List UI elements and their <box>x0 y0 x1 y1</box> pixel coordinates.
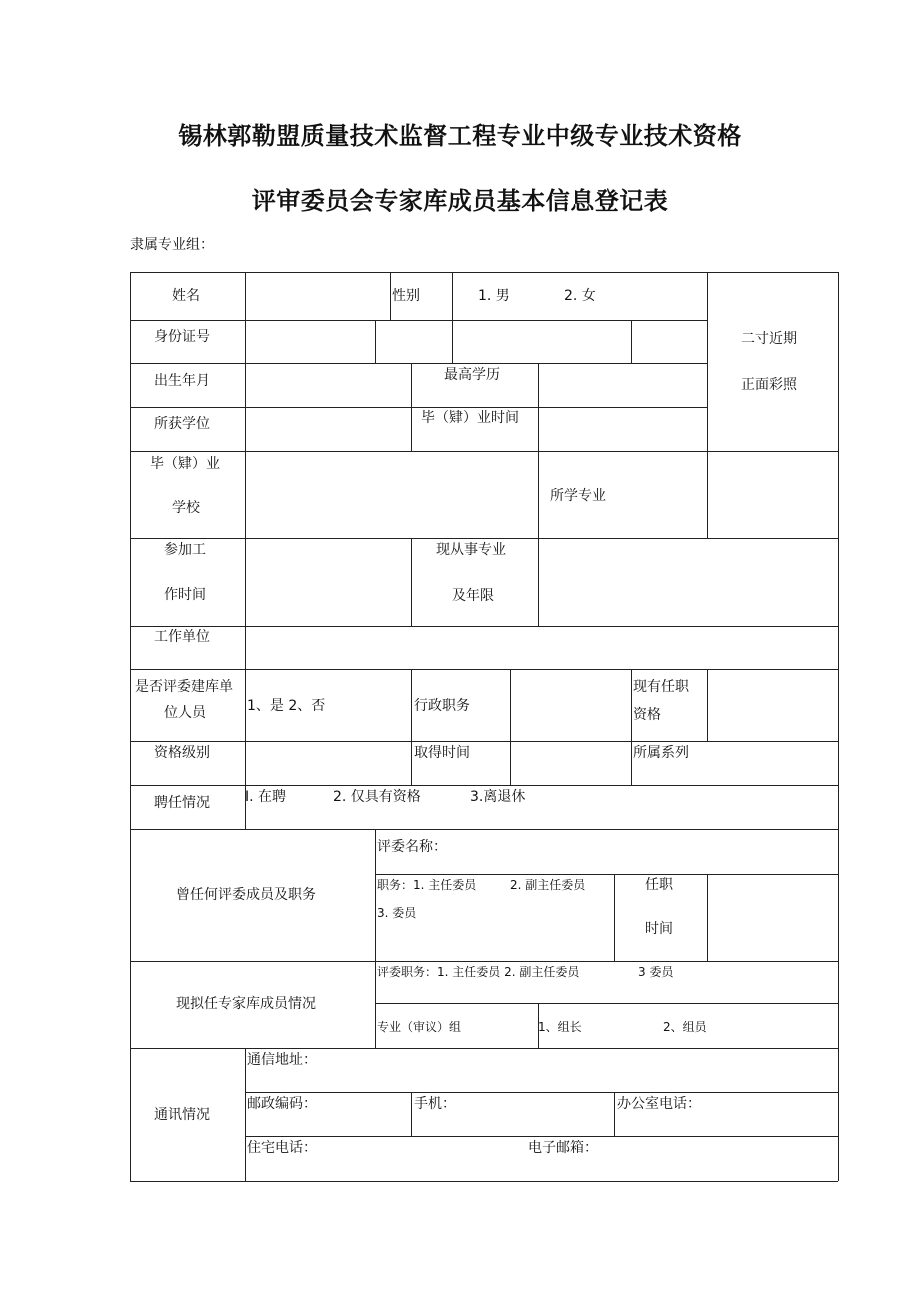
obtain-time-label: 取得时间 <box>414 745 470 761</box>
col-line <box>411 538 412 626</box>
row-line <box>130 538 838 539</box>
is-unit-label-line1: 是否评委建库单 <box>135 679 233 695</box>
group-option-member[interactable]: 2、组员 <box>663 1020 707 1034</box>
degree-label: 所获学位 <box>154 416 210 432</box>
grad-school-label-line2: 学校 <box>172 500 200 516</box>
department-label: 隶属专业组： <box>130 237 214 253</box>
work-start-label-line2: 作时间 <box>164 587 206 603</box>
col-line <box>390 272 391 320</box>
col-line <box>452 272 453 363</box>
current-title-label-line2: 资格 <box>633 707 661 723</box>
series-label: 所属系列 <box>633 745 689 761</box>
photo-placeholder-line2: 正面彩照 <box>741 377 797 393</box>
group-label: 专业（审议）组 <box>377 1020 462 1034</box>
home-phone-label: 住宅电话： <box>247 1140 317 1156</box>
table-border-right <box>838 272 839 1181</box>
planned-duty-options[interactable]: 评委职务：1. 主任委员 2. 副主任委员 <box>377 965 580 979</box>
row-line <box>245 1092 838 1093</box>
duty-option-member[interactable]: 3. 委员 <box>377 906 417 920</box>
col-line <box>510 669 511 785</box>
gender-label: 性别 <box>392 288 420 304</box>
tenure-label-line2: 时间 <box>645 921 673 937</box>
row-line <box>130 1048 838 1049</box>
row-line <box>130 407 707 408</box>
col-line <box>631 669 632 785</box>
hire-option-retired[interactable]: 3.离退休 <box>470 789 526 805</box>
photo-placeholder-line1: 二寸近期 <box>741 331 797 347</box>
col-line <box>245 272 246 829</box>
row-line <box>130 363 707 364</box>
registration-form-table <box>130 272 838 1182</box>
row-line <box>130 785 838 786</box>
planned-duty-member[interactable]: 3 委员 <box>638 965 674 979</box>
postcode-label: 邮政编码： <box>247 1096 317 1112</box>
past-member-label: 曾任何评委成员及职务 <box>176 887 316 903</box>
col-line <box>538 538 539 626</box>
col-line <box>375 829 376 1048</box>
gender-option-male[interactable]: 1. 男 <box>478 288 510 304</box>
grad-school-label-line1: 毕（肄）业 <box>150 456 220 472</box>
row-line <box>130 626 838 627</box>
committee-name-label: 评委名称： <box>377 839 447 855</box>
group-option-leader[interactable]: 1、组长 <box>538 1020 582 1034</box>
tenure-label-line1: 任职 <box>645 877 673 893</box>
col-line <box>538 363 539 538</box>
table-border-left <box>130 272 131 1181</box>
current-field-label-line1: 现从事专业 <box>436 542 506 558</box>
is-unit-options[interactable]: 1、是 2、否 <box>247 698 326 714</box>
col-line <box>411 363 412 451</box>
table-border-top <box>130 272 838 273</box>
gender-option-female[interactable]: 2. 女 <box>564 288 596 304</box>
education-label: 最高学历 <box>444 367 500 383</box>
row-line <box>375 1003 838 1004</box>
col-line <box>707 272 708 451</box>
employer-label: 工作单位 <box>154 629 210 645</box>
birth-label: 出生年月 <box>154 373 210 389</box>
qual-level-label: 资格级别 <box>154 745 210 761</box>
grad-time-label: 毕（肄）业时间 <box>421 410 519 426</box>
office-phone-label: 办公室电话： <box>617 1096 701 1112</box>
col-line <box>411 669 412 785</box>
major-label: 所学专业 <box>550 488 606 504</box>
current-title-label-line1: 现有任职 <box>633 679 689 695</box>
row-line <box>375 874 838 875</box>
hire-option-qualified-only[interactable]: 2. 仅具有资格 <box>333 789 421 805</box>
row-line <box>130 741 838 742</box>
row-line <box>130 669 838 670</box>
col-line <box>375 320 376 363</box>
table-border-bottom <box>130 1181 838 1182</box>
row-line <box>130 320 707 321</box>
form-title-line1: 锡林郭勒盟质量技术监督工程专业中级专业技术资格 <box>178 122 742 150</box>
col-line <box>707 451 708 538</box>
work-start-label-line1: 参加工 <box>164 542 206 558</box>
hire-option-employed[interactable]: I. 在聘 <box>245 789 287 805</box>
col-line <box>245 1048 246 1181</box>
hire-status-label: 聘任情况 <box>154 795 210 811</box>
col-line <box>707 669 708 741</box>
duty-option-chair[interactable]: 职务：1. 主任委员 <box>377 878 477 892</box>
row-line <box>130 829 838 830</box>
admin-post-label: 行政职务 <box>414 698 470 714</box>
mobile-label: 手机： <box>414 1096 456 1112</box>
row-line <box>130 961 838 962</box>
duty-option-vice-chair[interactable]: 2. 副主任委员 <box>510 878 586 892</box>
id-number-label: 身份证号 <box>154 329 210 345</box>
form-title-line2: 评审委员会专家库成员基本信息登记表 <box>251 187 669 215</box>
current-field-label-line2: 及年限 <box>452 588 494 604</box>
contact-label: 通讯情况 <box>154 1107 210 1123</box>
col-line <box>614 1092 615 1136</box>
address-label: 通信地址： <box>247 1052 317 1068</box>
row-line <box>130 451 838 452</box>
col-line <box>707 874 708 961</box>
planned-label: 现拟任专家库成员情况 <box>176 996 316 1012</box>
row-line <box>245 1136 838 1137</box>
col-line <box>614 874 615 961</box>
col-line <box>631 320 632 363</box>
name-label: 姓名 <box>172 288 200 304</box>
col-line <box>411 1092 412 1136</box>
email-label: 电子邮箱： <box>528 1140 598 1156</box>
is-unit-label-line2: 位人员 <box>164 705 206 721</box>
